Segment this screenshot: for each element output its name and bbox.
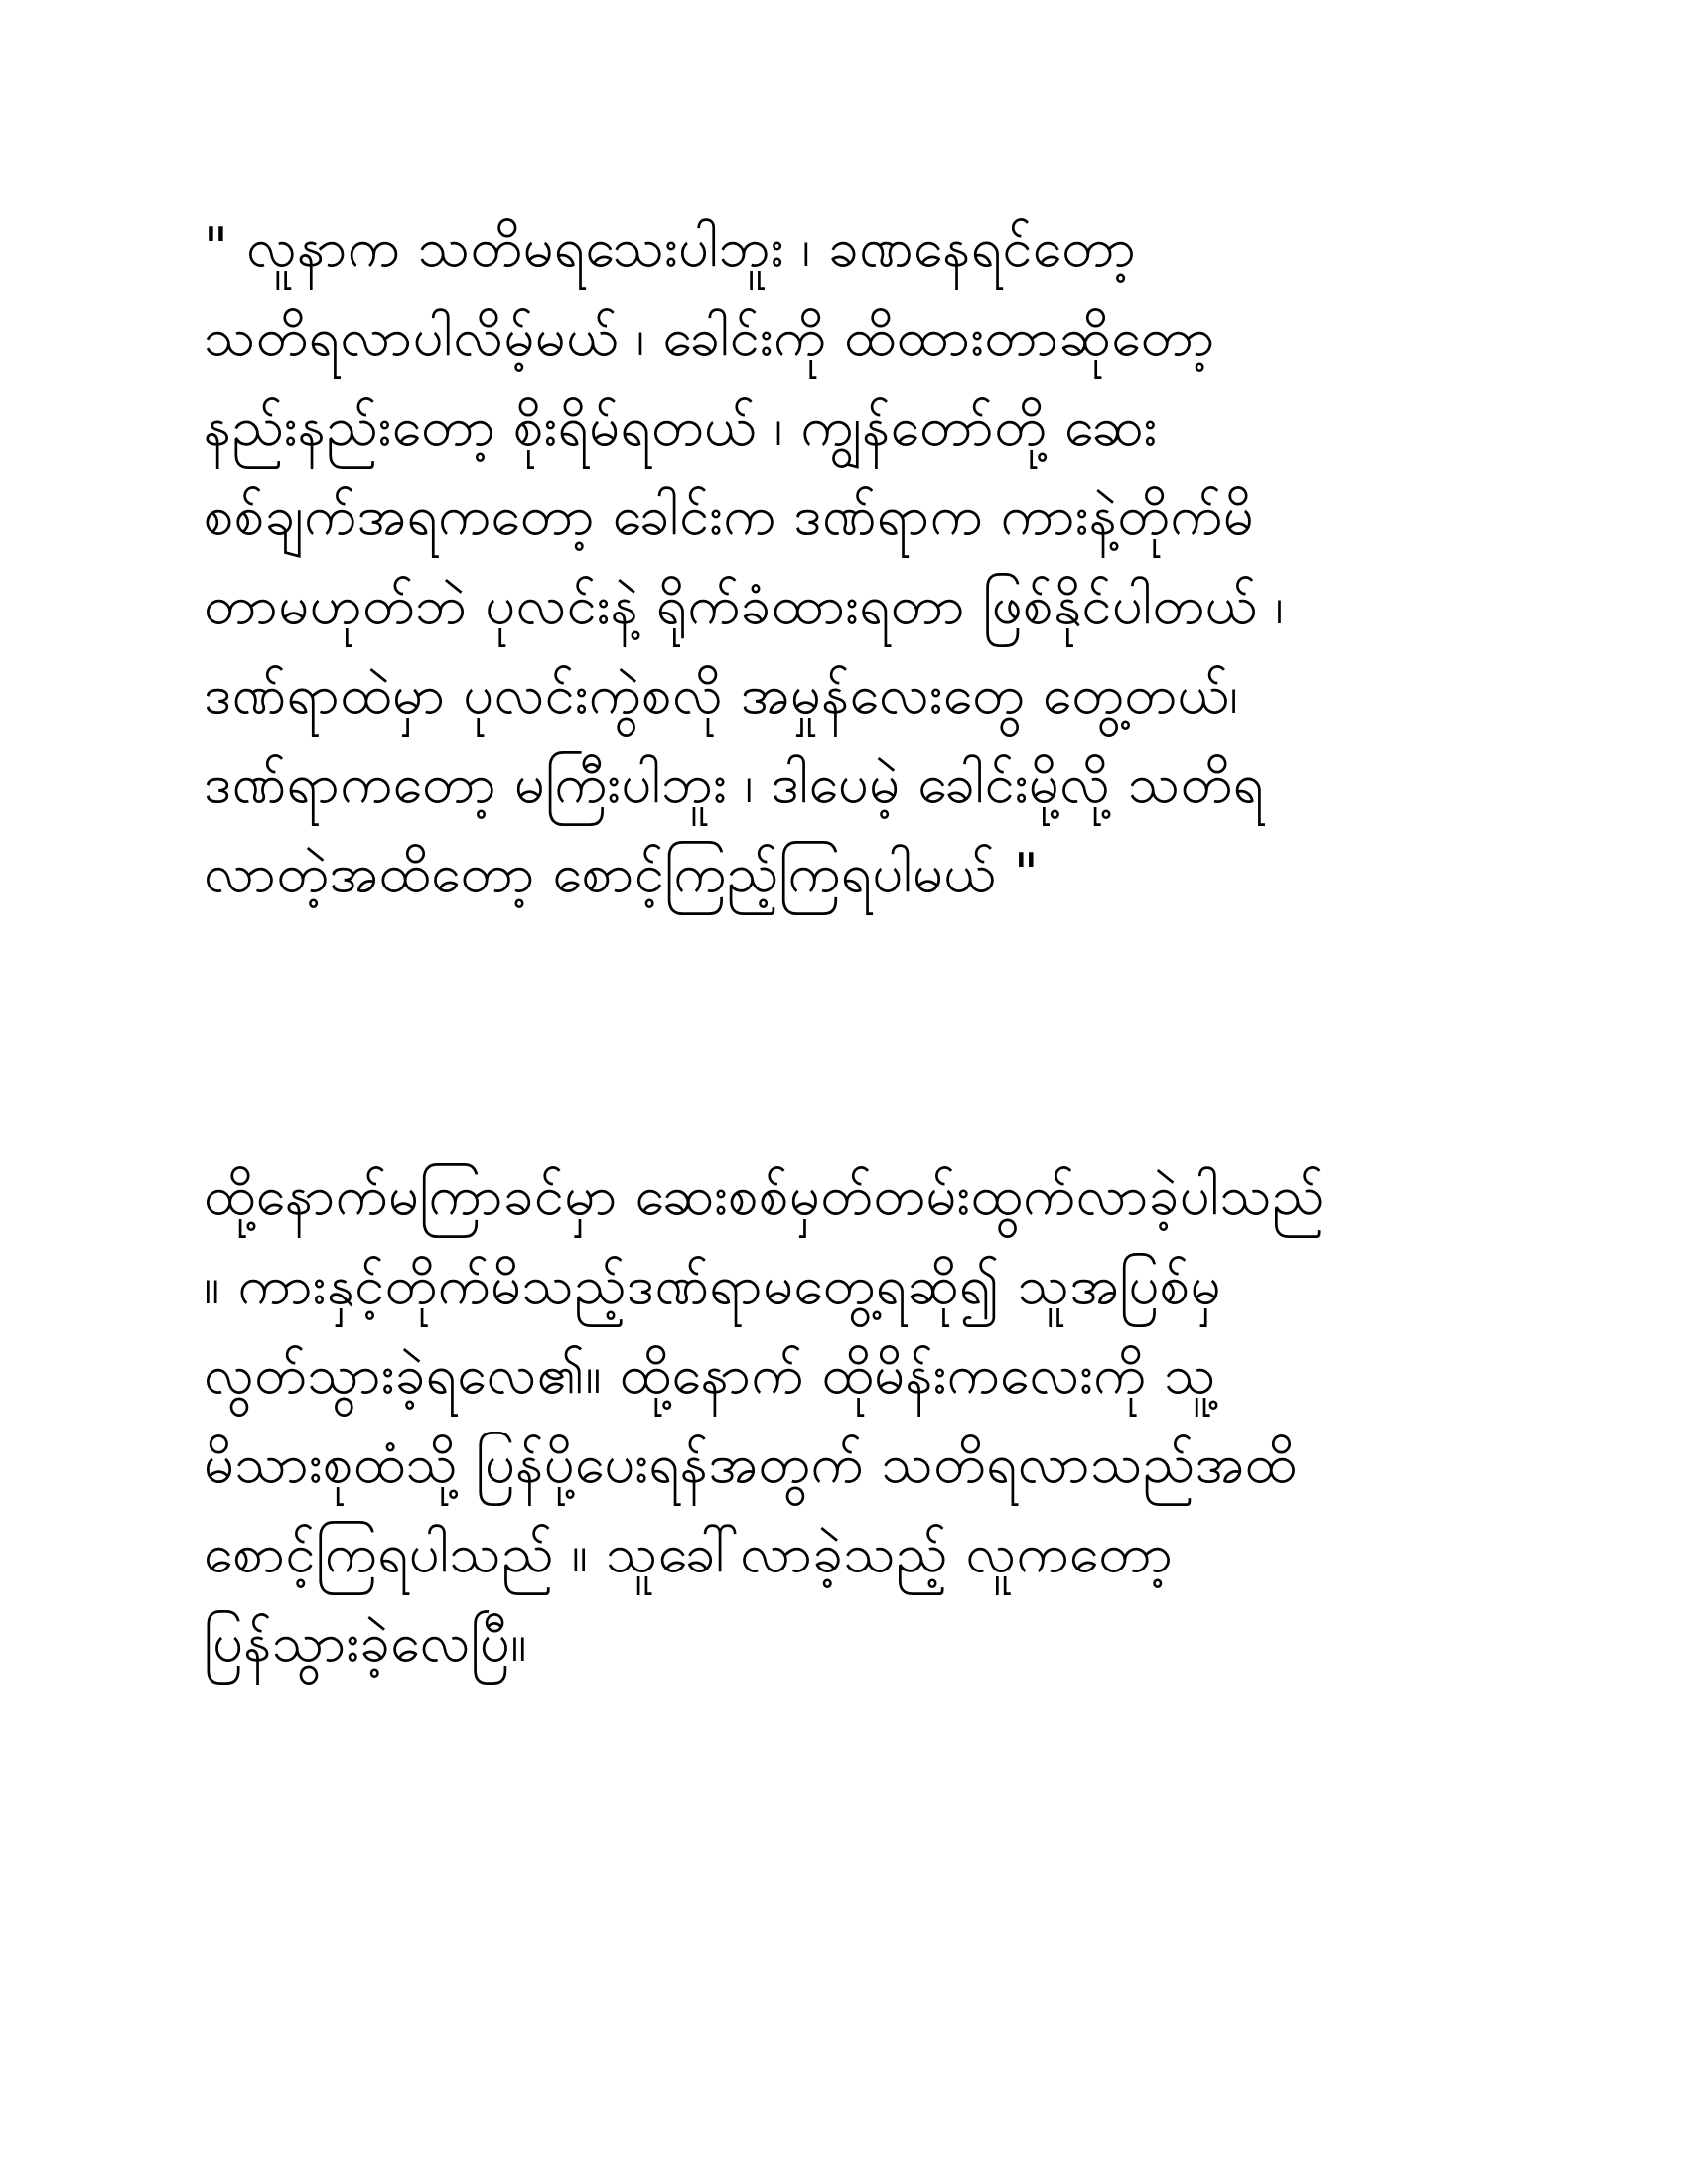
text-line: စစ်ချက်အရကတော့ ခေါင်းက ဒဏ်ရာက ကားနဲ့တိုက်မိ [204,484,1255,547]
text-line: " လူနာက သတိမရသေးပါဘူး ၊ ခဏနေရင်တော့ [204,216,1137,279]
text-line: လာတဲ့အထိတော့ စောင့်ကြည့်ကြရပါမယ် " [204,842,1040,904]
text-line: သတိရလာပါလိမ့်မယ် ၊ ခေါင်းကို ထိထားတာဆိုတော့ [204,306,1215,368]
text-line: ဒဏ်ရာကတော့ မကြီးပါဘူး ၊ ဒါပေမဲ့ ခေါင်းမို့လို့ သတိရ [204,752,1265,815]
text-line: ဒဏ်ရာထဲမှာ ပုလင်းကွဲစလို အမှုန်လေးတွေ တွေ့တယ်၊ [204,663,1239,726]
text-line: နည်းနည်းတော့ စိုးရိမ်ရတယ် ၊ ကျွန်တော်တို့ ဆေး [204,395,1158,458]
text-line: ။ ကားနှင့်တိုက်မိသည့်ဒဏ်ရာမတွေ့ရဆို၍ သူအပြစ်မှ [204,1254,1221,1316]
text-line: စောင့်ကြရပါသည် ။ သူခေါ်လာခဲ့သည့် လူကတော့ [204,1522,1174,1584]
text-line: ထို့နောက်မကြာခင်မှာ ဆေးစစ်မှတ်တမ်းထွက်လာခဲ့ပါသည် [204,1164,1325,1227]
text-line: မိသားစုထံသို့ ပြန်ပို့ပေးရန်အတွက် သတိရလာသည်အထိ [204,1433,1298,1495]
paragraph-narration [204,1152,1504,1688]
paragraph-dialogue [204,204,1504,918]
text-line: တာမဟုတ်ဘဲ ပုလင်းနဲ့ ရိုက်ခံထားရတာ ဖြစ်နိုင်ပါတယ် ၊ [204,574,1285,636]
text-line: ပြန်သွားခဲ့လေပြီ။ [204,1611,527,1674]
text-line: လွတ်သွားခဲ့ရလေ၏။ ထို့နောက် ထိုမိန်းကလေးကို သူ့ [204,1343,1216,1406]
